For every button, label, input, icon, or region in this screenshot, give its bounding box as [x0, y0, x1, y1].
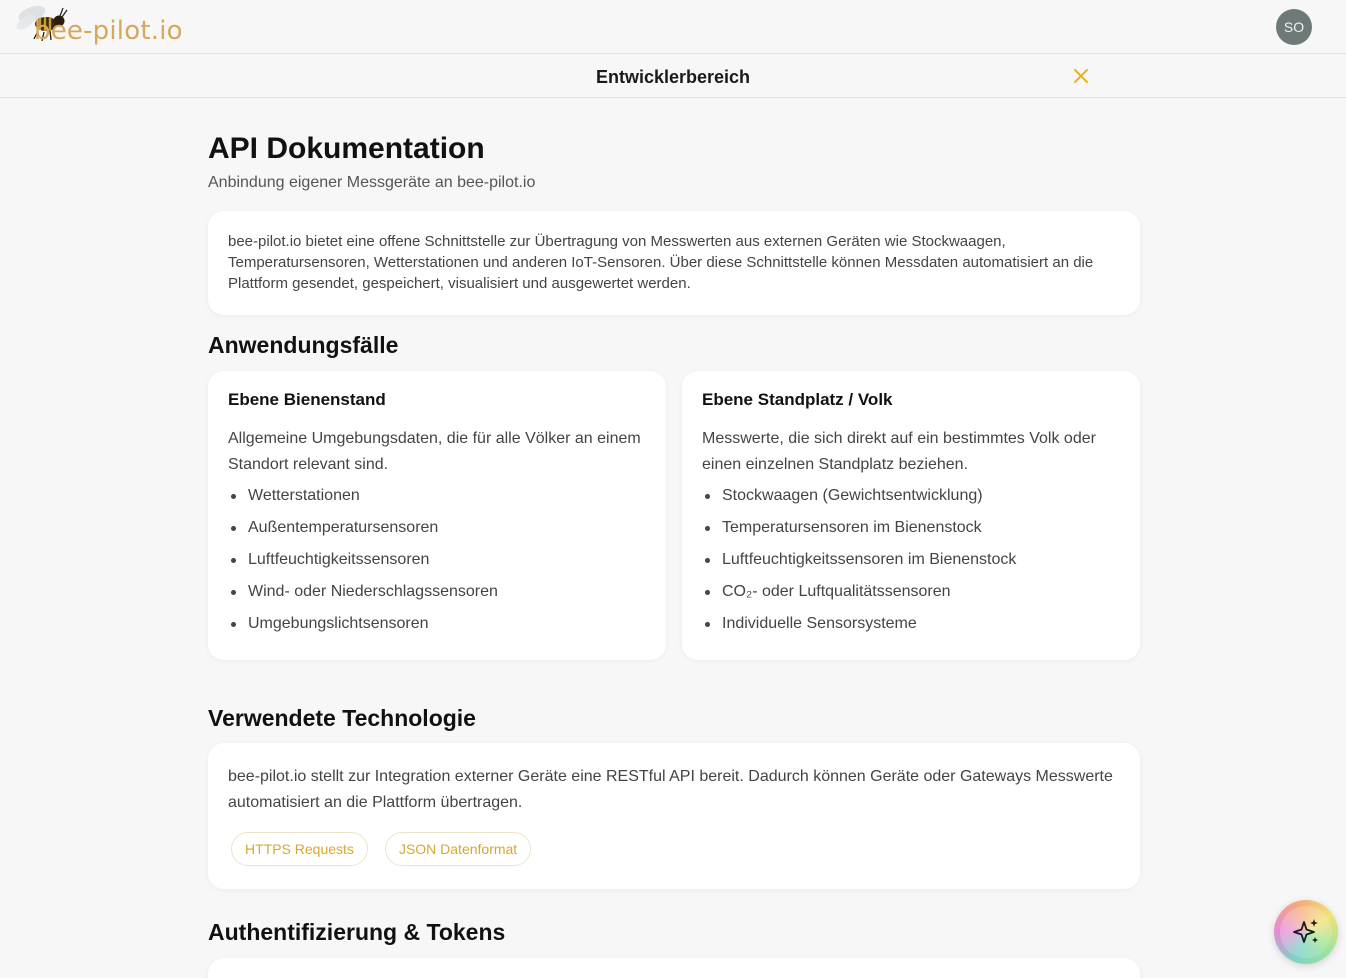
- technology-title: Verwendete Technologie: [208, 705, 476, 731]
- list-item: Wind- oder Niederschlagssensoren: [228, 576, 646, 608]
- close-button[interactable]: [1071, 66, 1091, 86]
- technology-text: bee-pilot.io stellt zur Integration externer Geräte eine RESTful API bereit. Dadurch können Geräte oder Gateways Messwerte automatisiert an die Plattform übertragen.: [228, 768, 1113, 811]
- intro-card: [208, 211, 1140, 315]
- sub-header: [0, 54, 1346, 98]
- tag-json: JSON Datenformat: [385, 832, 531, 866]
- list-item: Luftfeuchtigkeitssensoren im Bienenstock: [702, 544, 1120, 576]
- card-title: Ebene Standplatz / Volk: [702, 390, 893, 409]
- list-item: Wetterstationen: [228, 480, 646, 512]
- tag-list: [231, 832, 1120, 866]
- use-case-card-standplatz: [682, 371, 1140, 660]
- card-list: [228, 480, 646, 640]
- list-item: Stockwaagen (Gewichtsentwicklung): [702, 480, 1120, 512]
- use-cases-title: Anwendungsfälle: [208, 332, 399, 358]
- auth-title: Authentifizierung & Tokens: [208, 919, 506, 945]
- close-icon: [1071, 66, 1091, 86]
- card-description: Messwerte, die sich direkt auf ein bestimmtes Volk oder einen einzelnen Standplatz beziehen.: [702, 430, 1096, 473]
- list-item: Luftfeuchtigkeitssensoren: [228, 544, 646, 576]
- auth-card: [208, 958, 1140, 978]
- technology-card: [208, 743, 1140, 889]
- intro-text: bee-pilot.io bietet eine offene Schnittstelle zur Übertragung von Messwerten aus externen Geräten wie Stockwaagen, Temperatursensoren, Wetterstationen und anderen IoT-Sensoren. Über diese Schnittstelle können Messdaten automatisiert an die Plattform gesendet, gespeichert, visualisiert und ausgewertet werden.: [228, 233, 1094, 292]
- list-item: Temperatursensoren im Bienenstock: [702, 512, 1120, 544]
- page-title: API Dokumentation: [208, 132, 485, 165]
- list-item: Umgebungslichtsensoren: [228, 608, 646, 640]
- list-item: CO₂- oder Luftqualitätssensoren: [702, 576, 1120, 608]
- list-item: Individuelle Sensorsysteme: [702, 608, 1120, 640]
- page-subtitle: Anbindung eigener Messgeräte an bee-pilot.io: [208, 174, 536, 191]
- sparkles-icon: [1290, 916, 1322, 948]
- card-title: Ebene Bienenstand: [228, 390, 386, 409]
- fab-inner: [1280, 906, 1332, 958]
- list-item: Außentemperatursensoren: [228, 512, 646, 544]
- ai-assistant-button[interactable]: [1274, 900, 1338, 964]
- top-bar: [0, 0, 1346, 54]
- card-description: Allgemeine Umgebungsdaten, die für alle Völker an einem Standort relevant sind.: [228, 430, 641, 473]
- tag-https: HTTPS Requests: [231, 832, 368, 866]
- logo[interactable]: [10, 2, 190, 50]
- use-case-card-bienenstand: [208, 371, 666, 660]
- avatar[interactable]: SO: [1276, 9, 1312, 45]
- logo-text: bee-pilot.io: [34, 16, 183, 46]
- section-header-title: Entwicklerbereich: [595, 67, 751, 87]
- card-list: [702, 480, 1120, 640]
